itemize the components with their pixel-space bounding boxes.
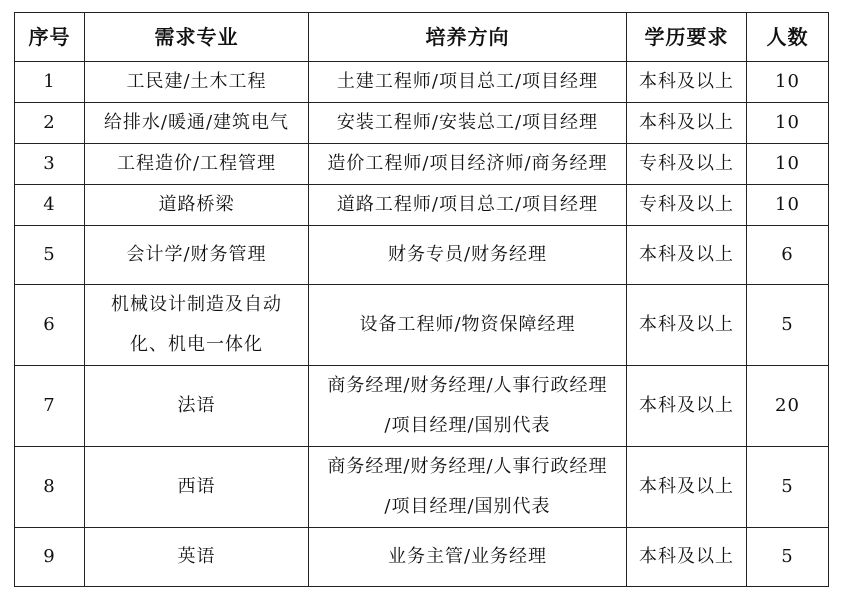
cell-direction bbox=[309, 144, 627, 185]
cell-education: 专科及以上 bbox=[627, 185, 747, 226]
cell-education: 本科及以上 bbox=[627, 285, 747, 366]
cell-serial-number: 1 bbox=[15, 62, 85, 103]
cell-text: 化、机电一体化 bbox=[130, 334, 263, 355]
cell-text: 商务经理/财务经理/人事行政经理 bbox=[327, 375, 608, 396]
cell-major bbox=[85, 447, 309, 528]
cell-count: 5 bbox=[747, 528, 829, 587]
cell-direction bbox=[309, 185, 627, 226]
cell-direction bbox=[309, 103, 627, 144]
cell-text: 给排水/暖通/建筑电气 bbox=[103, 112, 290, 133]
cell-text: 西语 bbox=[177, 476, 216, 497]
cell-serial-number: 6 bbox=[15, 285, 85, 366]
cell-serial-number: 8 bbox=[15, 447, 85, 528]
cell-text: 英语 bbox=[177, 546, 216, 567]
header-major: 需求专业 bbox=[85, 13, 309, 62]
cell-text: 设备工程师/物资保障经理 bbox=[359, 314, 576, 335]
cell-education: 本科及以上 bbox=[627, 226, 747, 285]
cell-major bbox=[85, 103, 309, 144]
cell-education: 本科及以上 bbox=[627, 528, 747, 587]
cell-education: 本科及以上 bbox=[627, 447, 747, 528]
table-row bbox=[15, 226, 829, 285]
cell-count: 5 bbox=[747, 447, 829, 528]
cell-serial-number: 5 bbox=[15, 226, 85, 285]
cell-major bbox=[85, 528, 309, 587]
table-row bbox=[15, 144, 829, 185]
cell-text: 造价工程师/项目经济师/商务经理 bbox=[327, 153, 608, 174]
cell-text: 财务专员/财务经理 bbox=[387, 244, 548, 265]
cell-count: 10 bbox=[747, 103, 829, 144]
cell-direction bbox=[309, 366, 627, 447]
cell-major bbox=[85, 185, 309, 226]
header-serial-number: 序号 bbox=[15, 13, 85, 62]
cell-education: 专科及以上 bbox=[627, 144, 747, 185]
cell-serial-number: 7 bbox=[15, 366, 85, 447]
cell-text: 会计学/财务管理 bbox=[126, 244, 267, 265]
cell-education: 本科及以上 bbox=[627, 366, 747, 447]
cell-count: 5 bbox=[747, 285, 829, 366]
cell-major bbox=[85, 62, 309, 103]
cell-text: 商务经理/财务经理/人事行政经理 bbox=[327, 456, 608, 477]
cell-serial-number: 2 bbox=[15, 103, 85, 144]
cell-direction bbox=[309, 226, 627, 285]
cell-text: 法语 bbox=[177, 395, 216, 416]
table-row bbox=[15, 185, 829, 226]
cell-direction bbox=[309, 528, 627, 587]
header-count: 人数 bbox=[747, 13, 829, 62]
cell-direction bbox=[309, 447, 627, 528]
header-education: 学历要求 bbox=[627, 13, 747, 62]
cell-text: 道路桥梁 bbox=[158, 194, 235, 215]
cell-major bbox=[85, 144, 309, 185]
cell-major bbox=[85, 285, 309, 366]
cell-direction bbox=[309, 285, 627, 366]
cell-text: 业务主管/业务经理 bbox=[387, 546, 548, 567]
header-row bbox=[15, 13, 829, 62]
cell-count: 10 bbox=[747, 62, 829, 103]
table-row bbox=[15, 447, 829, 528]
cell-education: 本科及以上 bbox=[627, 62, 747, 103]
table-row bbox=[15, 285, 829, 366]
cell-major bbox=[85, 366, 309, 447]
table-row bbox=[15, 103, 829, 144]
cell-count: 10 bbox=[747, 144, 829, 185]
cell-serial-number: 9 bbox=[15, 528, 85, 587]
cell-major bbox=[85, 226, 309, 285]
cell-text: 机械设计制造及自动 bbox=[111, 294, 282, 315]
table-row bbox=[15, 62, 829, 103]
cell-text: 工民建/土木工程 bbox=[126, 71, 267, 92]
cell-count: 6 bbox=[747, 226, 829, 285]
cell-text: /项目经理/国别代表 bbox=[384, 496, 551, 517]
requirements-table bbox=[14, 12, 829, 587]
cell-count: 10 bbox=[747, 185, 829, 226]
cell-direction bbox=[309, 62, 627, 103]
cell-text: 安装工程师/安装总工/项目经理 bbox=[336, 112, 599, 133]
table-row bbox=[15, 366, 829, 447]
cell-serial-number: 4 bbox=[15, 185, 85, 226]
table-row bbox=[15, 528, 829, 587]
cell-text: /项目经理/国别代表 bbox=[384, 415, 551, 436]
header-direction: 培养方向 bbox=[309, 13, 627, 62]
cell-serial-number: 3 bbox=[15, 144, 85, 185]
cell-text: 工程造价/工程管理 bbox=[116, 153, 277, 174]
cell-text: 道路工程师/项目总工/项目经理 bbox=[336, 194, 599, 215]
cell-text: 土建工程师/项目总工/项目经理 bbox=[336, 71, 599, 92]
cell-education: 本科及以上 bbox=[627, 103, 747, 144]
cell-count: 20 bbox=[747, 366, 829, 447]
